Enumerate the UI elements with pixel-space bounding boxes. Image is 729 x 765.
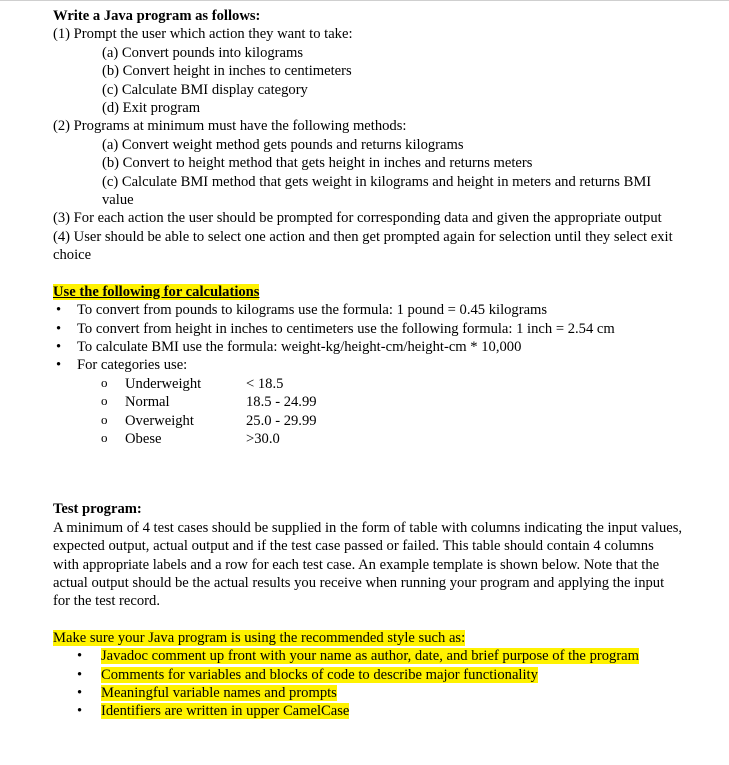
category-name: Underweight <box>125 375 202 392</box>
requirement-sub: (b) Convert to height method that gets height in inches and returns meters <box>102 155 533 172</box>
category-name: Normal <box>125 394 170 411</box>
category-name: Obese <box>125 430 162 447</box>
style-item-text: Identifiers are written in upper CamelCase <box>101 703 350 720</box>
category-range: >30.0 <box>246 430 280 447</box>
categories-label: For categories use: <box>77 357 188 374</box>
style-item-text: Comments for variables and blocks of code to describe major functionality <box>101 666 538 683</box>
bmi-category <box>53 430 683 448</box>
list-item: • To convert from pounds to kilograms use the formula: 1 pound = 0.45 kilograms <box>53 301 683 319</box>
style-list <box>53 647 683 721</box>
test-body: A minimum of 4 test cases should be supplied in the form of table with columns indicating the input values, expected output, actual output and if the test case passed or failed. This table should contain 4 columns with appropriate labels and a row for each test case. An example template is shown below. Note that the actual output should be the actual results you receive when running your program and applying the input for the test record. <box>53 519 683 610</box>
requirement-2 <box>53 117 683 209</box>
list-item: • To calculate BMI use the formula: weight-kg/height-cm/height-cm * 10,000 <box>53 338 683 356</box>
requirement-4: (4) User should be able to select one action and then get prompted again for selection until they select exit choice <box>53 228 673 264</box>
requirement-sub: (a) Convert pounds into kilograms <box>102 44 304 61</box>
list-item <box>53 702 683 720</box>
category-range: 25.0 - 29.99 <box>246 412 317 429</box>
bmi-category-list <box>53 375 683 449</box>
requirement-sub: (c) Calculate BMI method that gets weight in kilograms and height in meters and returns BMI value <box>102 173 652 209</box>
requirement-sub: (a) Convert weight method gets pounds and returns kilograms <box>102 136 464 153</box>
requirement-3: (3) For each action the user should be prompted for corresponding data and given the appropriate output <box>53 210 662 227</box>
test-heading: Test program: <box>53 501 142 518</box>
category-name: Overweight <box>125 412 194 429</box>
bmi-category <box>53 412 683 430</box>
requirement-text: (1) Prompt the user which action they want to take: <box>53 26 353 43</box>
assignment-document <box>53 7 683 721</box>
style-heading: Make sure your Java program is using the recommended style such as: <box>53 629 466 646</box>
category-range: < 18.5 <box>246 375 284 392</box>
requirement-sub: (b) Convert height in inches to centimeters <box>102 63 352 80</box>
calculations-section <box>53 283 683 449</box>
list-item <box>53 666 683 684</box>
bmi-category <box>53 375 683 393</box>
calculations-heading: Use the following for calculations <box>53 283 260 300</box>
style-section <box>53 629 683 721</box>
style-item-text: Meaningful variable names and prompts <box>101 685 337 701</box>
style-item-text: Javadoc comment up front with your name as author, date, and brief purpose of the program <box>101 648 640 665</box>
list-item <box>53 684 683 702</box>
requirement-text: (2) Programs at minimum must have the following methods: <box>53 118 407 135</box>
category-range: 18.5 - 24.99 <box>246 394 317 411</box>
list-item <box>53 356 683 448</box>
list-item <box>53 647 683 665</box>
bmi-category <box>53 393 683 411</box>
page-top-border <box>0 0 729 1</box>
doc-title: Write a Java program as follows: <box>53 8 261 24</box>
test-section <box>53 500 683 610</box>
list-item: • To convert from height in inches to centimeters use the following formula: 1 inch = 2.54 cm <box>53 320 683 338</box>
calculations-list <box>53 301 683 448</box>
requirement-sub: (d) Exit program <box>102 100 201 117</box>
requirement-1 <box>53 25 683 117</box>
requirement-sub: (c) Calculate BMI display category <box>102 81 308 98</box>
